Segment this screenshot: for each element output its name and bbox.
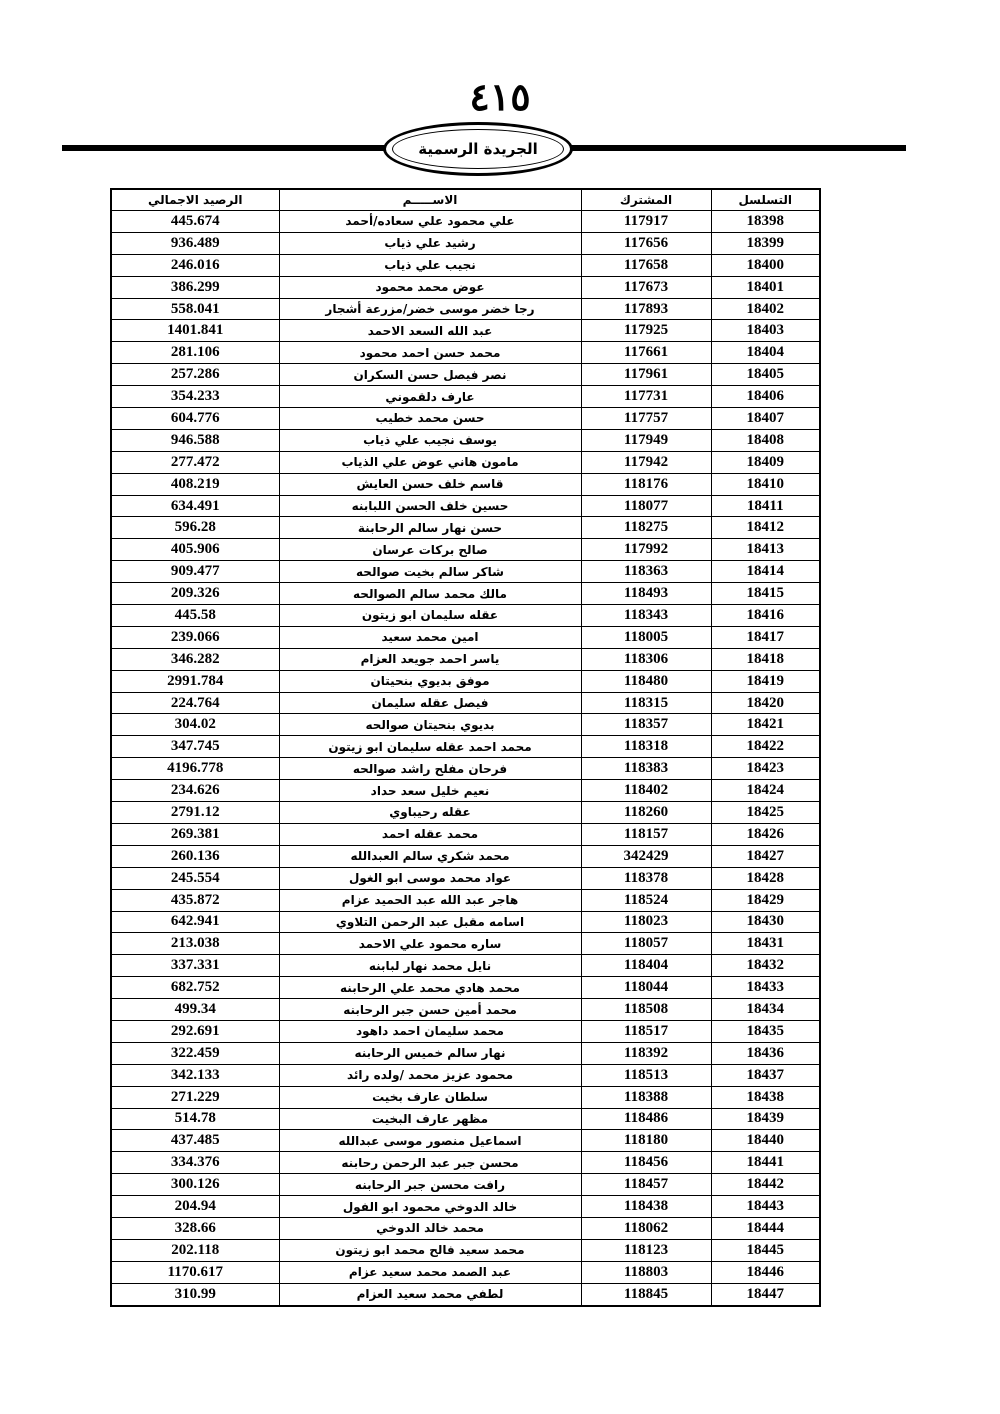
cell-subscriber: 118306	[581, 648, 711, 670]
cell-balance: 682.752	[111, 977, 279, 999]
cell-balance: 239.066	[111, 626, 279, 648]
header-rule-right	[568, 145, 906, 151]
cell-serial: 18427	[711, 845, 820, 867]
cell-balance: 234.626	[111, 780, 279, 802]
cell-name: امين محمد سعيد	[279, 626, 581, 648]
cell-serial: 18435	[711, 1020, 820, 1042]
table-row	[111, 408, 820, 430]
table-row	[111, 429, 820, 451]
cell-serial: 18401	[711, 276, 820, 298]
cell-serial: 18417	[711, 626, 820, 648]
table-row	[111, 955, 820, 977]
table-row	[111, 232, 820, 254]
cell-subscriber: 118480	[581, 670, 711, 692]
cell-serial: 18399	[711, 232, 820, 254]
cell-subscriber: 118260	[581, 802, 711, 824]
table-row	[111, 1196, 820, 1218]
table-row	[111, 1020, 820, 1042]
cell-subscriber: 117661	[581, 342, 711, 364]
cell-name: رجا خضر موسى خضر/مزرعة أشجار	[279, 298, 581, 320]
cell-balance: 445.58	[111, 605, 279, 627]
cell-subscriber: 118517	[581, 1020, 711, 1042]
cell-name: لطفي محمد سعيد العزام	[279, 1283, 581, 1305]
cell-subscriber: 118180	[581, 1130, 711, 1152]
cell-serial: 18429	[711, 889, 820, 911]
cell-balance: 445.674	[111, 211, 279, 233]
cell-name: عوض محمد محمود	[279, 276, 581, 298]
cell-name: حسن نهار سالم الرحابنة	[279, 517, 581, 539]
cell-balance: 300.126	[111, 1174, 279, 1196]
cell-serial: 18418	[711, 648, 820, 670]
cell-name: بديوي بنحيتان صوالحه	[279, 714, 581, 736]
cell-balance: 604.776	[111, 408, 279, 430]
cell-balance: 322.459	[111, 1042, 279, 1064]
cell-subscriber: 118457	[581, 1174, 711, 1196]
cell-serial: 18431	[711, 933, 820, 955]
cell-serial: 18415	[711, 583, 820, 605]
cell-subscriber: 117658	[581, 254, 711, 276]
table-row	[111, 1239, 820, 1261]
cell-serial: 18442	[711, 1174, 820, 1196]
cell-balance: 558.041	[111, 298, 279, 320]
cell-subscriber: 118005	[581, 626, 711, 648]
cell-serial: 18409	[711, 451, 820, 473]
subscriber-balance-table	[110, 188, 821, 1307]
cell-balance: 328.66	[111, 1217, 279, 1239]
table-row	[111, 495, 820, 517]
cell-serial: 18421	[711, 714, 820, 736]
cell-serial: 18426	[711, 823, 820, 845]
cell-name: محمد احمد عقله سليمان ابو زيتون	[279, 736, 581, 758]
cell-subscriber: 118402	[581, 780, 711, 802]
table-row	[111, 320, 820, 342]
table-row	[111, 539, 820, 561]
table-row	[111, 692, 820, 714]
header-serial: التسلسل	[711, 189, 820, 211]
cell-name: عقله رحيباوي	[279, 802, 581, 824]
table-header-row	[111, 189, 820, 211]
cell-serial: 18428	[711, 867, 820, 889]
table-row	[111, 517, 820, 539]
cell-serial: 18439	[711, 1108, 820, 1130]
cell-balance: 281.106	[111, 342, 279, 364]
table-row	[111, 1042, 820, 1064]
table-row	[111, 867, 820, 889]
table-row	[111, 364, 820, 386]
cell-subscriber: 118315	[581, 692, 711, 714]
cell-subscriber: 117917	[581, 211, 711, 233]
cell-serial: 18403	[711, 320, 820, 342]
cell-balance: 435.872	[111, 889, 279, 911]
cell-balance: 642.941	[111, 911, 279, 933]
cell-balance: 257.286	[111, 364, 279, 386]
cell-subscriber: 118486	[581, 1108, 711, 1130]
table-row	[111, 1108, 820, 1130]
table-row	[111, 298, 820, 320]
table-row	[111, 889, 820, 911]
cell-subscriber: 118383	[581, 758, 711, 780]
cell-name: محمد حسن احمد محمود	[279, 342, 581, 364]
cell-name: محمد خالد الدوخي	[279, 1217, 581, 1239]
cell-serial: 18412	[711, 517, 820, 539]
cell-subscriber: 118513	[581, 1064, 711, 1086]
cell-name: عبد الله السعد الاحمد	[279, 320, 581, 342]
cell-balance: 909.477	[111, 561, 279, 583]
cell-balance: 346.282	[111, 648, 279, 670]
cell-serial: 18446	[711, 1261, 820, 1283]
cell-balance: 304.02	[111, 714, 279, 736]
cell-balance: 277.472	[111, 451, 279, 473]
table-row	[111, 911, 820, 933]
cell-name: خالد الدوخي محمود ابو الفول	[279, 1196, 581, 1218]
cell-serial: 18406	[711, 386, 820, 408]
cell-serial: 18400	[711, 254, 820, 276]
cell-name: صالح بركات عرسان	[279, 539, 581, 561]
cell-balance: 347.745	[111, 736, 279, 758]
cell-serial: 18425	[711, 802, 820, 824]
cell-subscriber: 118343	[581, 605, 711, 627]
cell-subscriber: 118077	[581, 495, 711, 517]
cell-subscriber: 117757	[581, 408, 711, 430]
cell-serial: 18410	[711, 473, 820, 495]
cell-name: مالك محمد سالم الصوالحه	[279, 583, 581, 605]
cell-serial: 18433	[711, 977, 820, 999]
header-rule-left	[62, 145, 392, 151]
cell-name: عقله سليمان ابو زيتون	[279, 605, 581, 627]
cell-name: حسن محمد خطيب	[279, 408, 581, 430]
table-row	[111, 1152, 820, 1174]
cell-serial: 18402	[711, 298, 820, 320]
cell-serial: 18438	[711, 1086, 820, 1108]
cell-subscriber: 117673	[581, 276, 711, 298]
cell-balance: 514.78	[111, 1108, 279, 1130]
table-row	[111, 933, 820, 955]
table-row	[111, 648, 820, 670]
cell-balance: 260.136	[111, 845, 279, 867]
cell-name: محمد سليمان احمد داهود	[279, 1020, 581, 1042]
cell-name: فرحان مفلح راشد صوالحه	[279, 758, 581, 780]
cell-subscriber: 117961	[581, 364, 711, 386]
table-row	[111, 605, 820, 627]
cell-name: رشيد علي ذياب	[279, 232, 581, 254]
cell-balance: 405.906	[111, 539, 279, 561]
cell-balance: 245.554	[111, 867, 279, 889]
cell-subscriber: 117992	[581, 539, 711, 561]
cell-subscriber: 118157	[581, 823, 711, 845]
table-row	[111, 342, 820, 364]
cell-balance: 1401.841	[111, 320, 279, 342]
cell-subscriber: 342429	[581, 845, 711, 867]
cell-serial: 18408	[711, 429, 820, 451]
cell-subscriber: 118057	[581, 933, 711, 955]
cell-name: حسين خلف الحسن اللبابنه	[279, 495, 581, 517]
page-number: ٤١٥	[469, 74, 531, 119]
cell-subscriber: 118404	[581, 955, 711, 977]
table-row	[111, 473, 820, 495]
table-row	[111, 736, 820, 758]
table-row	[111, 1217, 820, 1239]
cell-balance: 408.219	[111, 473, 279, 495]
cell-name: محمد شكري سالم العبدالله	[279, 845, 581, 867]
cell-subscriber: 118392	[581, 1042, 711, 1064]
table-row	[111, 1283, 820, 1305]
header-subscriber: المشترك	[581, 189, 711, 211]
cell-subscriber: 118176	[581, 473, 711, 495]
cell-serial: 18441	[711, 1152, 820, 1174]
cell-name: شاكر سالم بخيت صوالحه	[279, 561, 581, 583]
cell-subscriber: 117893	[581, 298, 711, 320]
cell-serial: 18404	[711, 342, 820, 364]
cell-balance: 292.691	[111, 1020, 279, 1042]
table-body	[111, 211, 820, 1306]
cell-serial: 18419	[711, 670, 820, 692]
cell-name: عواد محمد موسى ابو الغول	[279, 867, 581, 889]
cell-serial: 18437	[711, 1064, 820, 1086]
cell-name: عبد الصمد محمد سعيد عزام	[279, 1261, 581, 1283]
cell-name: هاجر عبد الله عبد الحميد عزام	[279, 889, 581, 911]
cell-subscriber: 117949	[581, 429, 711, 451]
table-row	[111, 845, 820, 867]
cell-balance: 2791.12	[111, 802, 279, 824]
cell-serial: 18445	[711, 1239, 820, 1261]
cell-balance: 4196.778	[111, 758, 279, 780]
cell-serial: 18413	[711, 539, 820, 561]
table-row	[111, 1086, 820, 1108]
table-row	[111, 211, 820, 233]
cell-balance: 386.299	[111, 276, 279, 298]
cell-balance: 499.34	[111, 999, 279, 1021]
cell-name: نعيم خليل سعد حداد	[279, 780, 581, 802]
cell-serial: 18414	[711, 561, 820, 583]
table-row	[111, 670, 820, 692]
cell-serial: 18422	[711, 736, 820, 758]
cell-serial: 18443	[711, 1196, 820, 1218]
cell-name: عارف دلقموني	[279, 386, 581, 408]
cell-serial: 18398	[711, 211, 820, 233]
cell-serial: 18424	[711, 780, 820, 802]
cell-balance: 1170.617	[111, 1261, 279, 1283]
table-row	[111, 780, 820, 802]
cell-subscriber: 118023	[581, 911, 711, 933]
cell-name: محمد هادي محمد علي الرحابنه	[279, 977, 581, 999]
cell-balance: 269.381	[111, 823, 279, 845]
header-balance: الرصيد الاجمالي	[111, 189, 279, 211]
cell-balance: 334.376	[111, 1152, 279, 1174]
cell-subscriber: 118456	[581, 1152, 711, 1174]
cell-subscriber: 118318	[581, 736, 711, 758]
cell-serial: 18416	[711, 605, 820, 627]
cell-name: محمد أمين حسن جبر الرحابنه	[279, 999, 581, 1021]
table-row	[111, 802, 820, 824]
cell-name: رافت محسن جبر الرحابنه	[279, 1174, 581, 1196]
cell-name: نجيب علي ذياب	[279, 254, 581, 276]
table-row	[111, 386, 820, 408]
table-row	[111, 1261, 820, 1283]
cell-name: نايل محمد نهار لبابنه	[279, 955, 581, 977]
cell-subscriber: 118044	[581, 977, 711, 999]
cell-name: محمود عزيز محمد /ولده رائد	[279, 1064, 581, 1086]
table-row	[111, 1174, 820, 1196]
cell-serial: 18447	[711, 1283, 820, 1305]
cell-serial: 18407	[711, 408, 820, 430]
table-row	[111, 823, 820, 845]
cell-subscriber: 118275	[581, 517, 711, 539]
cell-serial: 18440	[711, 1130, 820, 1152]
header-name: الاســـــم	[279, 189, 581, 211]
table-row	[111, 758, 820, 780]
cell-name: علي محمود علي سعاده/أحمد	[279, 211, 581, 233]
table-row	[111, 583, 820, 605]
cell-subscriber: 118388	[581, 1086, 711, 1108]
cell-serial: 18432	[711, 955, 820, 977]
cell-subscriber: 118363	[581, 561, 711, 583]
cell-name: سلطان عارف بخيت	[279, 1086, 581, 1108]
cell-balance: 271.229	[111, 1086, 279, 1108]
cell-serial: 18420	[711, 692, 820, 714]
cell-name: محسن جبر عبد الرحمن رحابنه	[279, 1152, 581, 1174]
table-row	[111, 999, 820, 1021]
table-row	[111, 626, 820, 648]
cell-subscriber: 118438	[581, 1196, 711, 1218]
cell-name: موفق بديوي بنحيتان	[279, 670, 581, 692]
cell-balance: 310.99	[111, 1283, 279, 1305]
cell-subscriber: 118378	[581, 867, 711, 889]
table-row	[111, 1064, 820, 1086]
cell-name: نصر فيصل حسن السكران	[279, 364, 581, 386]
cell-name: اسماعيل منصور موسى عبدالله	[279, 1130, 581, 1152]
cell-balance: 936.489	[111, 232, 279, 254]
cell-subscriber: 118524	[581, 889, 711, 911]
cell-balance: 437.485	[111, 1130, 279, 1152]
cell-balance: 202.118	[111, 1239, 279, 1261]
cell-balance: 246.016	[111, 254, 279, 276]
cell-balance: 209.326	[111, 583, 279, 605]
cell-balance: 337.331	[111, 955, 279, 977]
gazette-title: الجريدة الرسمية	[392, 129, 564, 169]
cell-balance: 596.28	[111, 517, 279, 539]
cell-name: ساره محمود علي الاحمد	[279, 933, 581, 955]
cell-subscriber: 118123	[581, 1239, 711, 1261]
cell-name: مامون هاني عوض علي الذياب	[279, 451, 581, 473]
cell-name: محمد سعيد فالح محمد ابو زيتون	[279, 1239, 581, 1261]
table-row	[111, 451, 820, 473]
cell-serial: 18411	[711, 495, 820, 517]
cell-subscriber: 117656	[581, 232, 711, 254]
cell-balance: 2991.784	[111, 670, 279, 692]
table-row	[111, 977, 820, 999]
cell-serial: 18444	[711, 1217, 820, 1239]
cell-serial: 18430	[711, 911, 820, 933]
cell-name: اسامه مقبل عبد الرحمن التلاوي	[279, 911, 581, 933]
cell-balance: 213.038	[111, 933, 279, 955]
cell-subscriber: 117942	[581, 451, 711, 473]
cell-balance: 204.94	[111, 1196, 279, 1218]
cell-subscriber: 118062	[581, 1217, 711, 1239]
cell-balance: 224.764	[111, 692, 279, 714]
cell-name: نهار سالم خميس الرحابنه	[279, 1042, 581, 1064]
cell-name: ياسر احمد جويعد العزام	[279, 648, 581, 670]
table-row	[111, 561, 820, 583]
cell-balance: 342.133	[111, 1064, 279, 1086]
cell-serial: 18434	[711, 999, 820, 1021]
cell-subscriber: 118508	[581, 999, 711, 1021]
table-row	[111, 1130, 820, 1152]
gazette-emblem	[383, 122, 573, 176]
cell-subscriber: 118803	[581, 1261, 711, 1283]
cell-balance: 634.491	[111, 495, 279, 517]
cell-name: يوسف نجيب علي ذياب	[279, 429, 581, 451]
cell-serial: 18436	[711, 1042, 820, 1064]
cell-name: محمد عقله احمد	[279, 823, 581, 845]
cell-balance: 354.233	[111, 386, 279, 408]
cell-balance: 946.588	[111, 429, 279, 451]
cell-serial: 18405	[711, 364, 820, 386]
cell-subscriber: 118357	[581, 714, 711, 736]
table-row	[111, 714, 820, 736]
cell-name: مظهر عارف البخيت	[279, 1108, 581, 1130]
table-row	[111, 276, 820, 298]
cell-subscriber: 117731	[581, 386, 711, 408]
cell-subscriber: 118845	[581, 1283, 711, 1305]
cell-subscriber: 118493	[581, 583, 711, 605]
cell-serial: 18423	[711, 758, 820, 780]
table-row	[111, 254, 820, 276]
cell-name: فيصل عقله سليمان	[279, 692, 581, 714]
cell-subscriber: 117925	[581, 320, 711, 342]
cell-name: قاسم خلف حسن العايش	[279, 473, 581, 495]
